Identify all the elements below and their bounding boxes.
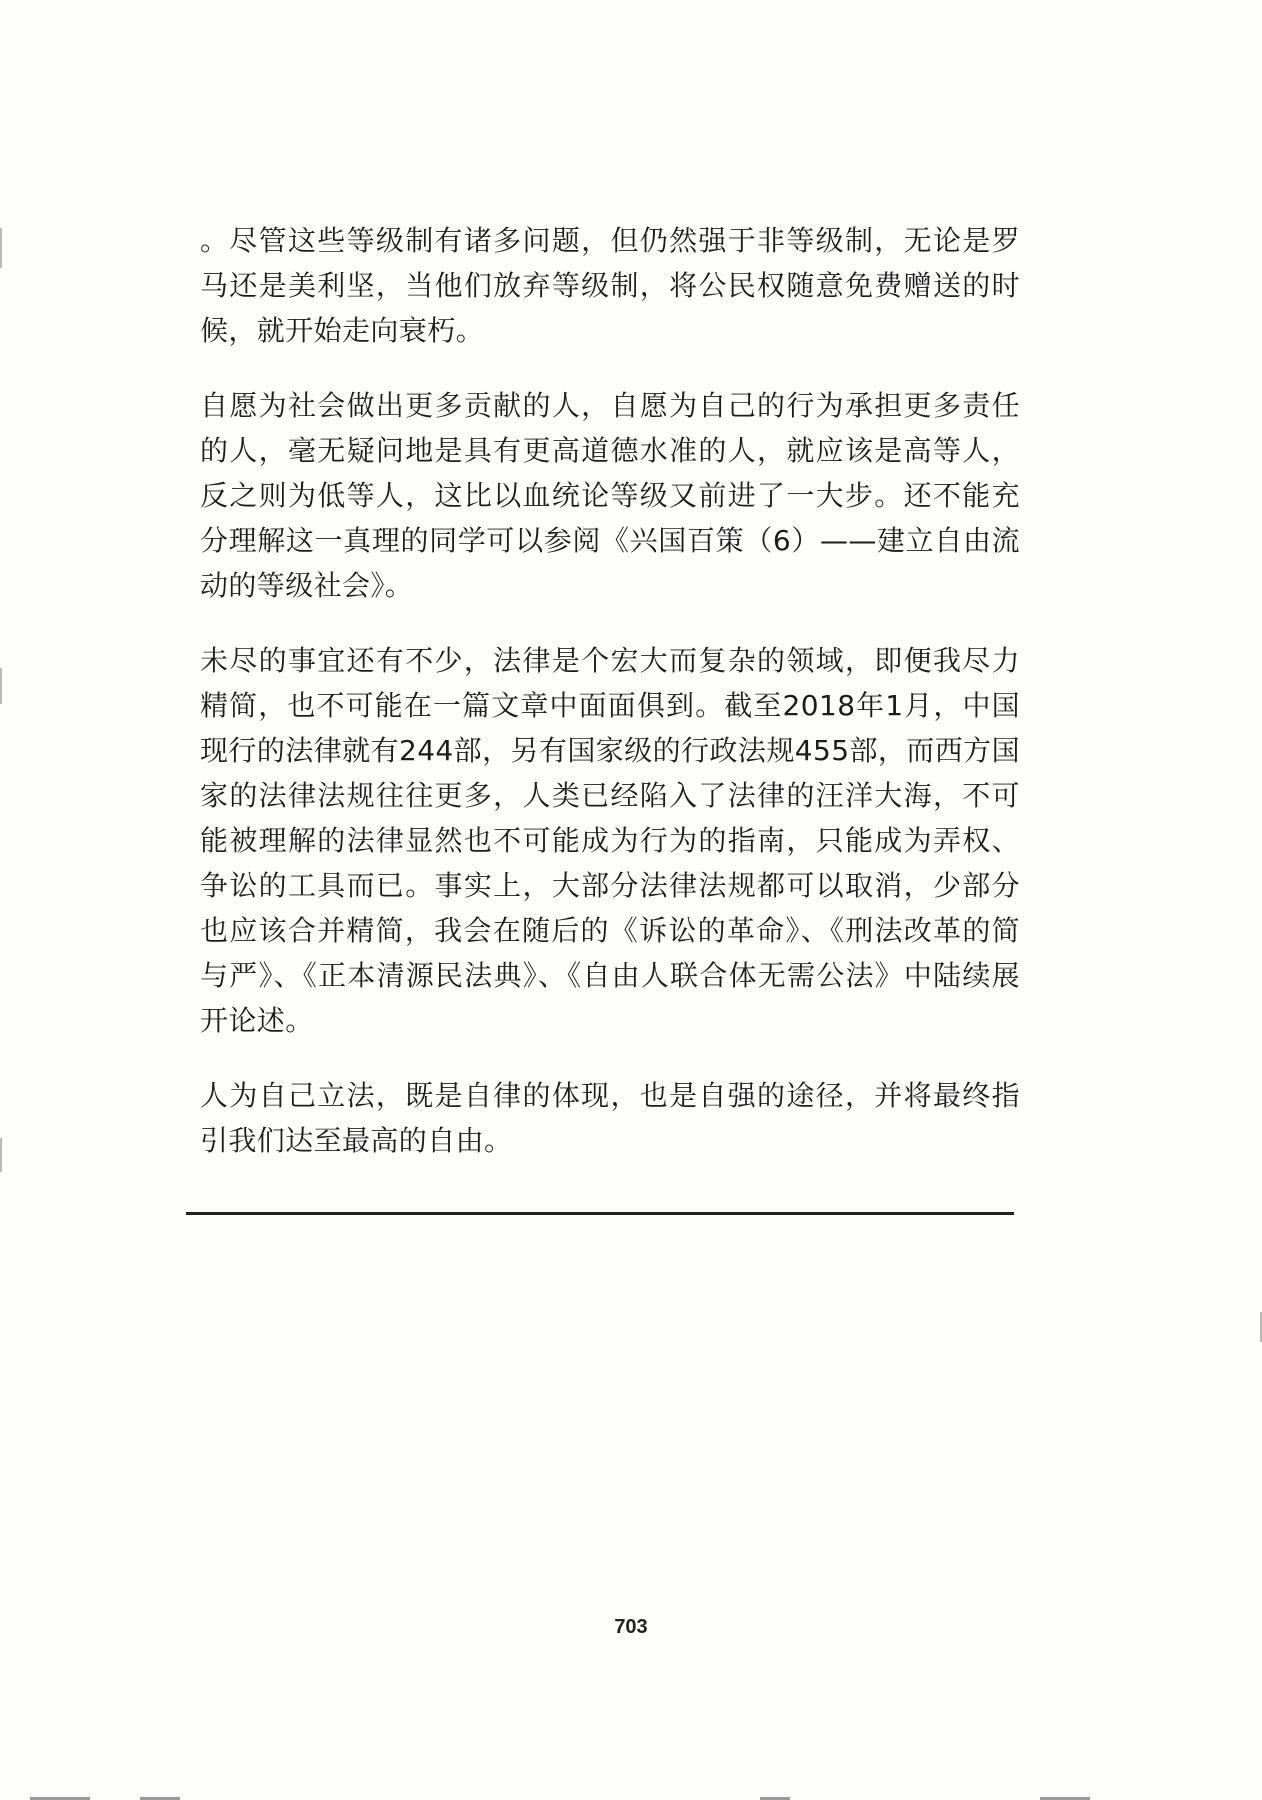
paragraph-3: 未尽的事宜还有不少，法律是个宏大而复杂的领域，即便我尽力精简，也不可能在一篇文章中面面俱到。截至2018年1月，中国现行的法律就有244部，另有国家级的行政法规455部，而西方国家的法律法规往往更多，人类已经陷入了法律的汪洋大海，不可能被理解的法律显然也不可能成为行为的指南，只能成为弄权、争讼的工具而已。事实上，大部分法律法规都可以取消，少部分也应该合并精简，我会在随后的《诉讼的革命》、《刑法改革的简与严》、《正本清源民法典》、《自由人联合体无需公法》中陆续展开论述。 (200, 644, 1020, 1037)
footnote-divider (186, 1212, 1014, 1215)
paragraph-2: 自愿为社会做出更多贡献的人，自愿为自己的行为承担更多责任的人，毫无疑问地是具有更高道德水准的人，就应该是高等人，反之则为低等人，这比以血统论等级又前进了一大步。还不能充分理解这一真理的同学可以参阅《兴国百策（6）——建立自由流动的等级社会》。 (200, 389, 1020, 602)
scan-edge-mark (0, 668, 2, 704)
paragraph-4: 人为自己立法，既是自律的体现，也是自强的途径，并将最终指引我们达至最高的自由。 (200, 1079, 1020, 1157)
scan-edge-mark (0, 228, 2, 268)
scan-edge-mark (0, 1138, 2, 1172)
paragraph-1: 。尽管这些等级制有诸多问题，但仍然强于非等级制，无论是罗马还是美利坚，当他们放弃等级制，将公民权随意免费赠送的时候，就开始走向衰朽。 (200, 224, 1020, 347)
body-text (200, 218, 1020, 1193)
page-number: 703 (614, 1616, 648, 1638)
